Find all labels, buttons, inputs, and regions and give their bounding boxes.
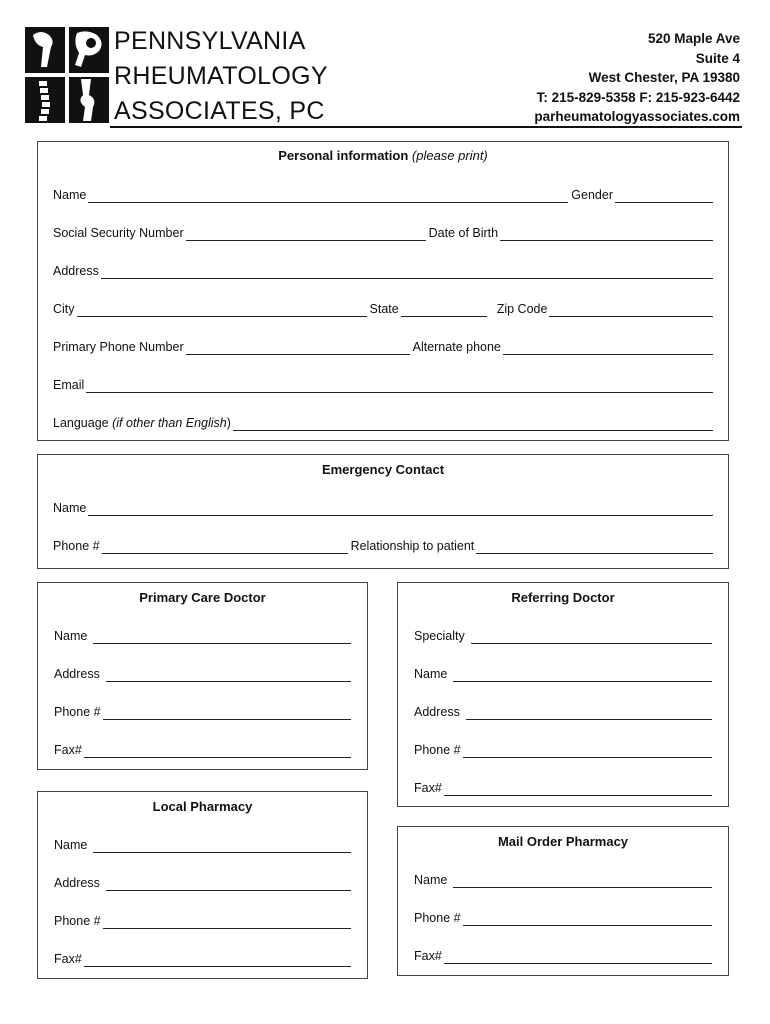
anatomy-logo-icon	[25, 27, 109, 123]
primary-care-doctor-section	[37, 582, 368, 770]
local-pharmacy-name-field[interactable]	[93, 838, 351, 853]
pcp-phone-label: Phone #	[54, 705, 101, 719]
dob-label: Date of Birth	[428, 226, 499, 240]
primary-phone-label: Primary Phone Number	[53, 340, 184, 354]
website: parheumatologyassociates.com	[534, 109, 740, 125]
city-label: City	[53, 302, 75, 316]
pcp-address-field[interactable]	[106, 667, 351, 682]
referring-phone-field[interactable]	[463, 743, 712, 758]
emergency-contact-title: Emergency Contact	[321, 462, 445, 477]
mail-pharmacy-name-field[interactable]	[453, 873, 712, 888]
state-field[interactable]	[401, 302, 487, 317]
gender-field[interactable]	[615, 188, 713, 203]
referring-fax-field[interactable]	[444, 781, 712, 796]
pcp-address-label: Address	[54, 667, 100, 681]
pcp-name-label: Name	[54, 629, 88, 643]
alternate-phone-label: Alternate phone	[412, 340, 501, 354]
ssn-field[interactable]	[186, 226, 426, 241]
organization-name	[114, 24, 328, 129]
letterhead	[0, 0, 770, 130]
primary-care-title: Primary Care Doctor	[139, 590, 266, 605]
referring-name-field[interactable]	[453, 667, 712, 682]
state-label: State	[369, 302, 399, 316]
org-line-1: PENNSYLVANIA	[114, 27, 306, 55]
local-pharmacy-title: Local Pharmacy	[152, 799, 253, 814]
pcp-phone-field[interactable]	[103, 705, 351, 720]
emergency-contact-section	[37, 454, 729, 569]
mail-pharmacy-name-label: Name	[414, 873, 448, 887]
primary-phone-field[interactable]	[186, 340, 410, 355]
gender-label: Gender	[571, 188, 613, 202]
local-pharmacy-phone-field[interactable]	[103, 914, 351, 929]
org-line-3: ASSOCIATES, PC	[114, 97, 325, 125]
alternate-phone-field[interactable]	[503, 340, 713, 355]
suite: Suite 4	[695, 50, 740, 66]
local-pharmacy-fax-field[interactable]	[84, 952, 351, 967]
referring-phone-label: Phone #	[414, 743, 461, 757]
please-print-note: (please print)	[411, 148, 488, 163]
street: 520 Maple Ave	[647, 31, 740, 46]
referring-name-label: Name	[414, 667, 448, 681]
mail-pharmacy-phone-field[interactable]	[463, 911, 712, 926]
phone-fax: T: 215-829-5358 F: 215-923-6442	[536, 89, 740, 105]
practice-address	[534, 29, 740, 127]
name-field[interactable]	[88, 188, 568, 203]
city-state-zip: West Chester, PA 19380	[588, 70, 740, 86]
mail-order-pharmacy-section	[397, 826, 729, 976]
zip-field[interactable]	[549, 302, 713, 317]
emergency-phone-field[interactable]	[102, 539, 348, 554]
mail-pharmacy-phone-label: Phone #	[414, 911, 461, 925]
local-pharmacy-fax-label: Fax#	[54, 952, 82, 966]
referring-fax-label: Fax#	[414, 781, 442, 795]
referring-address-label: Address	[414, 705, 460, 719]
language-field[interactable]	[233, 416, 713, 431]
local-pharmacy-address-field[interactable]	[106, 876, 351, 891]
name-label: Name	[53, 188, 87, 202]
language-label: Language (if other than English)	[53, 416, 231, 430]
specialty-field[interactable]	[471, 629, 712, 644]
city-field[interactable]	[77, 302, 367, 317]
emergency-name-label: Name	[53, 501, 87, 515]
pcp-fax-label: Fax#	[54, 743, 82, 757]
local-pharmacy-name-label: Name	[54, 838, 88, 852]
emergency-name-field[interactable]	[88, 501, 713, 516]
personal-information-title: Personal information (please print)	[278, 148, 488, 163]
email-field[interactable]	[86, 378, 713, 393]
zip-label: Zip Code	[496, 302, 548, 316]
emergency-phone-label: Phone #	[53, 539, 100, 553]
org-line-2: RHEUMATOLOGY	[114, 62, 328, 90]
pcp-name-field[interactable]	[93, 629, 351, 644]
mail-order-pharmacy-title: Mail Order Pharmacy	[497, 834, 629, 849]
language-note: (if other than English	[112, 416, 227, 430]
relationship-field[interactable]	[476, 539, 713, 554]
referring-doctor-title: Referring Doctor	[511, 590, 615, 605]
relationship-label: Relationship to patient	[350, 539, 475, 553]
address-label: Address	[53, 264, 99, 278]
referring-address-field[interactable]	[466, 705, 712, 720]
address-field[interactable]	[101, 264, 713, 279]
referring-doctor-section	[397, 582, 729, 807]
local-pharmacy-section	[37, 791, 368, 979]
specialty-label: Specialty	[414, 629, 465, 643]
header-rule	[110, 126, 742, 128]
pcp-fax-field[interactable]	[84, 743, 351, 758]
local-pharmacy-address-label: Address	[54, 876, 100, 890]
dob-field[interactable]	[500, 226, 713, 241]
personal-information-section	[37, 141, 729, 441]
mail-pharmacy-fax-label: Fax#	[414, 949, 442, 963]
ssn-label: Social Security Number	[53, 226, 184, 240]
email-label: Email	[53, 378, 85, 392]
mail-pharmacy-fax-field[interactable]	[444, 949, 712, 964]
local-pharmacy-phone-label: Phone #	[54, 914, 101, 928]
